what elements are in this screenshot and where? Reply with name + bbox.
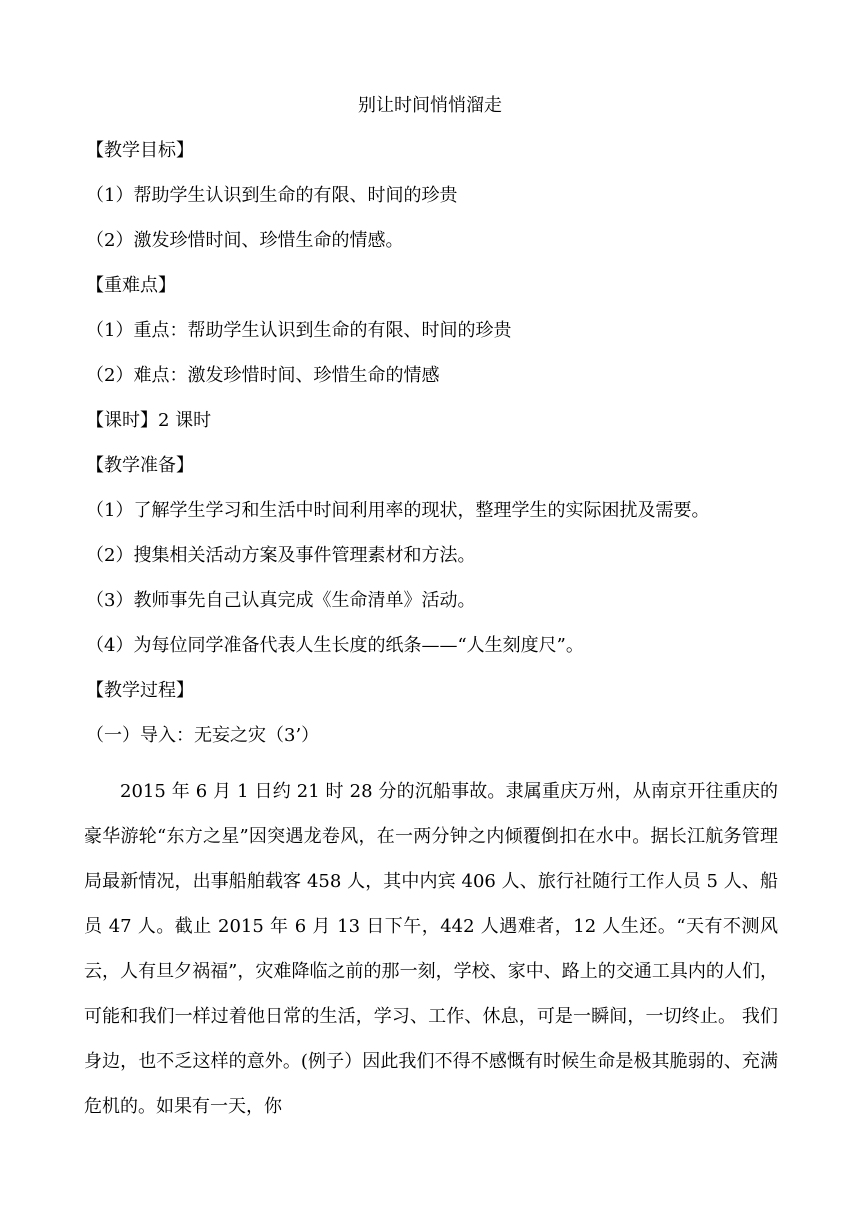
preparation-item-2: （2）搜集相关活动方案及事件管理素材和方法。 xyxy=(86,545,476,566)
class-hours-line: 【课时】2 课时 xyxy=(86,410,212,431)
section-heading-key-points: 【重难点】 xyxy=(86,275,176,296)
preparation-item-1: （1）了解学生学习和生活中时间利用率的现状，整理学生的实际困扰及需要。 xyxy=(86,500,710,521)
key-point-item-2: （2）难点：激发珍惜时间、珍惜生命的情感 xyxy=(86,365,440,386)
document-title: 别让时间悄悄溜走 xyxy=(358,95,502,116)
process-step-intro: （一）导入：无妄之灾（3’） xyxy=(86,725,320,746)
section-heading-preparation: 【教学准备】 xyxy=(86,455,194,476)
section-heading-teaching-goals: 【教学目标】 xyxy=(86,140,194,161)
intro-paragraph: 2015 年 6 月 1 日约 21 时 28 分的沉船事故。隶属重庆万州，从南京开往重庆的豪华游轮“东方之星”因突遇龙卷风，在一两分钟之内倾覆倒扣在水中。据长江航务管理局最新情况，出事船舶载客 458 人，其中内宾 406 人、旅行社随行工作人员 5 人、船员 47 人。截止 2015 年 6 月 13 日下午，442 人遇难者，12 人生还。“天有不测风云，人有旦夕祸福”，灾难降临之前的那一刻，学校、家中、路上的交通工具内的人们，可能和我们一样过着他日常的生活，学习、工作、休息，可是一瞬间，一切终止。 我们身边，也不乏这样的意外。(例子）因此我们不得不感慨有时候生命是极其脆弱的、充满危机的。如果有一天，你 xyxy=(84,781,778,1117)
preparation-item-4: （4）为每位同学准备代表人生长度的纸条——“人生刻度尺”。 xyxy=(86,635,584,656)
goal-item-1: （1）帮助学生认识到生命的有限、时间的珍贵 xyxy=(86,185,458,206)
key-point-item-1: （1）重点：帮助学生认识到生命的有限、时间的珍贵 xyxy=(86,320,512,341)
preparation-item-3: （3）教师事先自己认真完成《生命清单》活动。 xyxy=(86,590,476,611)
goal-item-2: （2）激发珍惜时间、珍惜生命的情感。 xyxy=(86,230,404,251)
section-heading-process: 【教学过程】 xyxy=(86,680,194,701)
